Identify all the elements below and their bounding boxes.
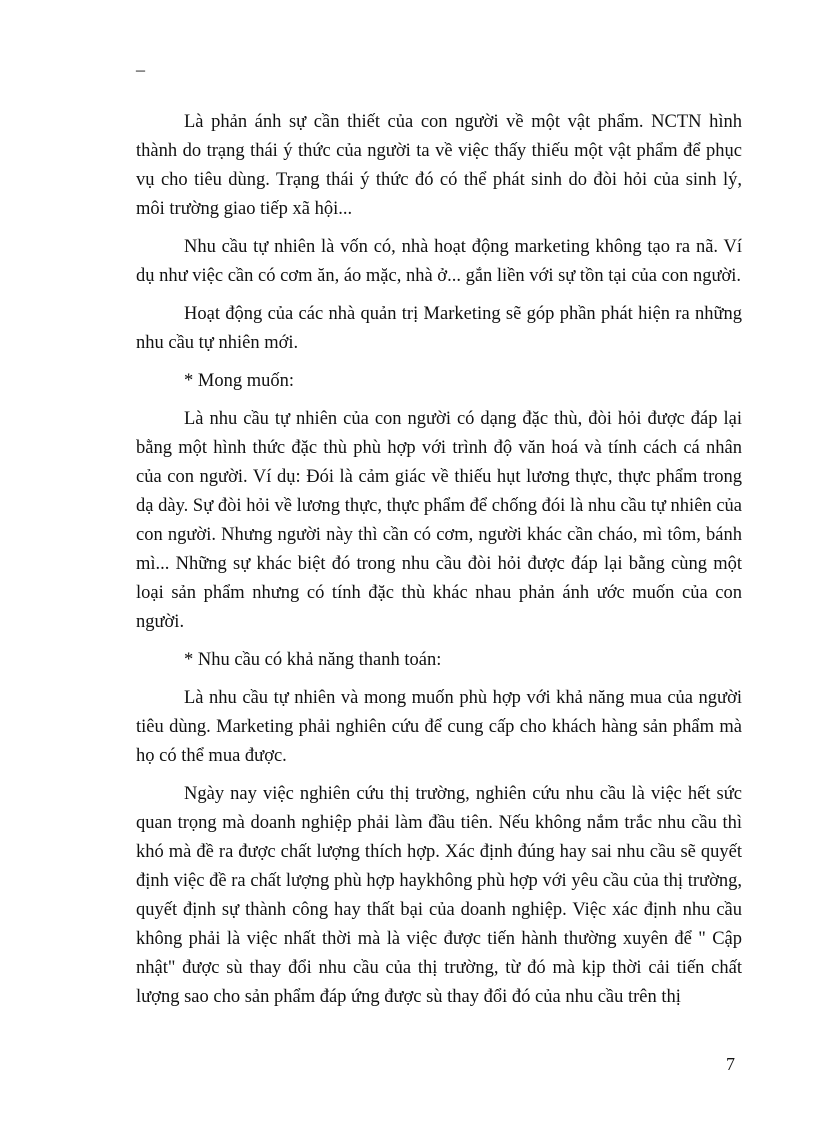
top-dash-mark: _ bbox=[136, 53, 145, 73]
heading-payable-needs: * Nhu cầu có khả năng thanh toán: bbox=[184, 650, 442, 670]
paragraph-natural-needs: Nhu cầu tự nhiên là vốn có, nhà hoạt động marketing không tạo ra nã. Ví dụ như việc cần có cơm ăn, áo mặc, nhà ở... gắn liền với sự tồn tại của con người. bbox=[136, 237, 742, 286]
heading-desires: * Mong muốn: bbox=[184, 371, 294, 391]
paragraph-marketing-managers: Hoạt động của các nhà quản trị Marketing sẽ góp phần phát hiện ra những nhu cầu tự nhiên mới. bbox=[136, 304, 742, 353]
page-number: 7 bbox=[726, 1054, 735, 1074]
paragraph-desires-definition: Là nhu cầu tự nhiên của con người có dạng đặc thù, đòi hỏi được đáp lại bằng một hình thức đặc thù phù hợp với trình độ văn hoá và tính cách cá nhân của con người. Ví dụ: Đói là cảm giác về thiếu hụt lương thực, thực phẩm trong dạ dày. Sự đòi hỏi về lương thực, thực phẩm để chống đói là nhu cầu tự nhiên của con người. Nhưng người này thì cần có cơm, người khác cần cháo, mì tôm, bánh mì... Những sự khác biệt đó trong nhu cầu đòi hỏi được đáp lại bằng cùng một loại sản phẩm nhưng có tính đặc thù khác nhau phản ánh ước muốn của con người. bbox=[136, 409, 742, 632]
paragraph-nctn-definition: Là phản ánh sự cần thiết của con người về một vật phẩm. NCTN hình thành do trạng thái ý thức của người ta về việc thấy thiếu một vật phẩm để phục vụ cho tiêu dùng. Trạng thái ý thức đó có thể phát sinh do đòi hỏi của sinh lý, môi trường giao tiếp xã hội... bbox=[136, 112, 742, 219]
paragraph-market-research: Ngày nay việc nghiên cứu thị trường, nghiên cứu nhu cầu là việc hết sức quan trọng mà doanh nghiệp phải làm đầu tiên. Nếu không nắm trắc nhu cầu thì khó mà đề ra được chất lượng thích hợp. Xác định đúng hay sai nhu cầu sẽ quyết định việc đề ra chất lượng phù hợp haykhông phù hợp với yêu cầu của thị trường, quyết định sự thành công hay thất bại của doanh nghiệp. Việc xác định nhu cầu không phải là việc nhất thời mà là việc được tiến hành thường xuyên để " Cập nhật" được sù thay đổi nhu cầu của thị trường, từ đó mà kịp thời cải tiến chất lượng sao cho sản phẩm đáp ứng được sù thay đổi đó của nhu cầu trên thị bbox=[136, 784, 742, 1007]
body-text bbox=[136, 108, 742, 1021]
paragraph-payable-needs-definition: Là nhu cầu tự nhiên và mong muốn phù hợp với khả năng mua của người tiêu dùng. Marketing phải nghiên cứu để cung cấp cho khách hàng sản phẩm mà họ có thể mua được. bbox=[136, 688, 742, 766]
